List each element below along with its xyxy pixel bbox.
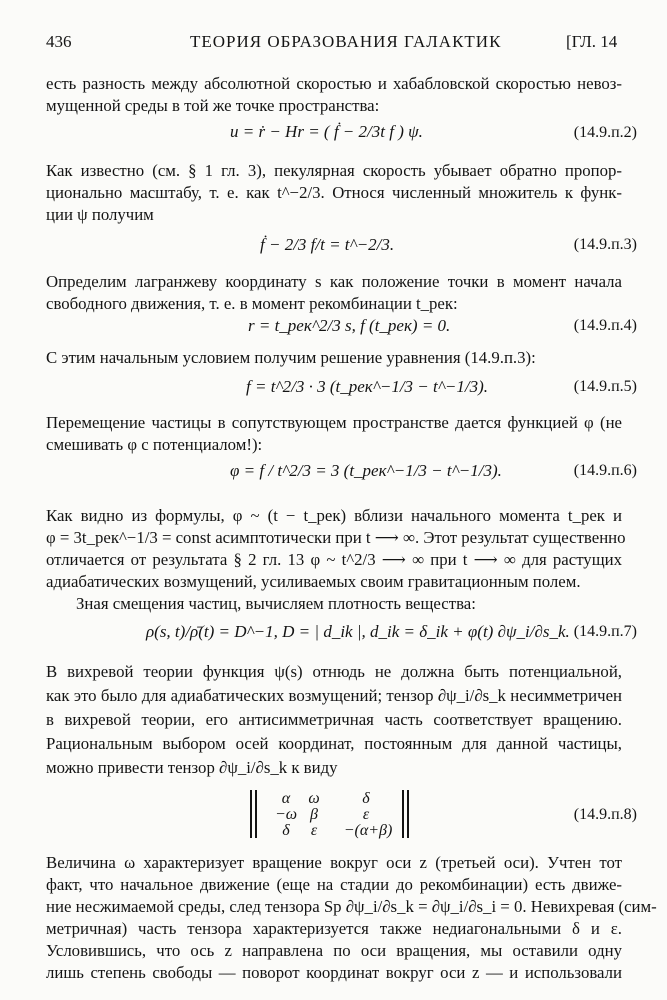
text-line: Как видно из формулы, φ ~ (t − t_рек) вблизи начального момента t_рек и: [46, 506, 622, 525]
text-line: Как известно (см. § 1 гл. 3), пекулярная скорость убывает обратно пропор-: [46, 161, 622, 180]
paragraph-7: [46, 660, 622, 780]
page-number: 436: [46, 32, 72, 51]
text-line: факт, что начальное движение (еще на стадии до рекомбинации) есть движе-: [46, 875, 622, 894]
matrix-cell: ω: [308, 790, 320, 807]
paragraph-8: [46, 852, 657, 984]
equation-7: ρ(s, t)/ρ̄(t) = D^−1, D = | d_ik |, d_ik = δ_ik + φ(t) ∂ψ_i/∂s_k.: [146, 622, 570, 641]
matrix-bar: [407, 790, 409, 838]
matrix-bar: [255, 790, 257, 838]
equation-number: (14.9.п.3): [573, 236, 637, 253]
matrix-cell: δ: [282, 822, 290, 839]
equation-number: (14.9.п.8): [573, 806, 637, 823]
text-line: Условившись, что ось z направлена по оси вращения, мы оставили одну: [46, 941, 622, 960]
equation-4: r = t_рек^2/3 s, f (t_рек) = 0.: [248, 316, 451, 335]
equation-number: (14.9.п.2): [573, 124, 637, 141]
text-line: мущенной среды в той же точке пространства:: [46, 96, 380, 115]
text-line: есть разность между абсолютной скоростью и хабабловской скоростью невоз-: [46, 74, 622, 93]
paragraph-3: [46, 271, 622, 315]
equation-2: u = ṙ − Hr = ( ḟ − 2/3t f ) ψ.: [230, 122, 423, 141]
text-line: φ = 3t_рек^−1/3 = const асимптотически при t ⟶ ∞. Этот результат существенно: [46, 528, 626, 547]
paragraph-4: [46, 347, 622, 369]
text-line: Определим лагранжеву координату s как положение точки в момент начала: [46, 272, 622, 291]
matrix-cell: −(α+β): [343, 822, 393, 839]
equation-6: φ = f / t^2/3 = 3 (t_рек^−1/3 − t^−1/3).: [230, 461, 502, 480]
paragraph-1: [46, 73, 622, 117]
equation-3: ḟ − 2/3 f/t = t^−2/3.: [260, 235, 395, 254]
text-line: ционально масштабу, т. е. как t^−2/3. Относя численный множитель к функ-: [46, 183, 622, 202]
text-line: свободного движения, т. е. в момент рекомбинации t_рек:: [46, 294, 458, 313]
text-line: смешивать φ с потенциалом!):: [46, 435, 263, 454]
matrix-cell: ε: [362, 806, 370, 823]
equation-number: (14.9.п.4): [573, 317, 637, 334]
matrix-bar: [250, 790, 252, 838]
matrix-bar: [402, 790, 404, 838]
matrix-cell: ε: [310, 822, 318, 839]
matrix-cell: β: [310, 806, 318, 823]
text-line: можно привести тензор ∂ψ_i/∂s_k к виду: [46, 758, 338, 777]
text-line: ние несжимаемой среды, след тензора Sp ∂ψ_i/∂s_k = ∂ψ_i/∂s_i = 0. Невихревая (сим-: [46, 897, 657, 916]
equation-8-matrix: [250, 790, 410, 840]
matrix-cell: δ: [362, 790, 370, 807]
text-line: Величина ω характеризует вращение вокруг оси z (третьей оси). Учтен тот: [46, 853, 622, 872]
text-line: ции ψ получим: [46, 205, 154, 224]
paragraph-6: [46, 505, 626, 615]
text-line: отличается от результата § 2 гл. 13 φ ~ t^2/3 ⟶ ∞ при t ⟶ ∞ для растущих: [46, 550, 622, 569]
text-line: С этим начальным условием получим решение уравнения (14.9.п.3):: [46, 348, 536, 367]
chapter-label: [ГЛ. 14: [566, 32, 618, 51]
text-line: В вихревой теории функция ψ(s) отнюдь не должна быть потенциальной,: [46, 662, 622, 681]
text-line: адиабатических возмущений, усиливаемых своим гравитационным полем.: [46, 572, 581, 591]
text-line: лишь степень свободы — поворот координат вокруг оси z — и использовали: [46, 963, 622, 982]
text-line: как это было для адиабатических возмущений; тензор ∂ψ_i/∂s_k несимметричен: [46, 686, 622, 705]
text-line: Зная смещения частиц, вычисляем плотность вещества:: [76, 594, 476, 613]
text-line: Перемещение частицы в сопутствующем пространстве дается функцией φ (не: [46, 413, 622, 432]
text-line: в вихревой теории, его антисимметричная часть соответствует вращению.: [46, 710, 622, 729]
equation-number: (14.9.п.7): [573, 623, 637, 640]
equation-number: (14.9.п.6): [573, 462, 637, 479]
paragraph-2: [46, 160, 622, 226]
text-line: Рациональным выбором осей координат, постоянным для данной частицы,: [46, 734, 622, 753]
running-title: ТЕОРИЯ ОБРАЗОВАНИЯ ГАЛАКТИК: [190, 32, 502, 51]
paragraph-5: [46, 412, 622, 456]
equation-number: (14.9.п.5): [573, 378, 637, 395]
matrix-cell: −ω: [274, 806, 298, 823]
text-line: метричная) часть тензора характеризуется также недиагональными δ и ε.: [46, 919, 622, 938]
matrix-cell: α: [281, 790, 291, 807]
equation-5: f = t^2/3 · 3 (t_рек^−1/3 − t^−1/3).: [246, 377, 489, 396]
